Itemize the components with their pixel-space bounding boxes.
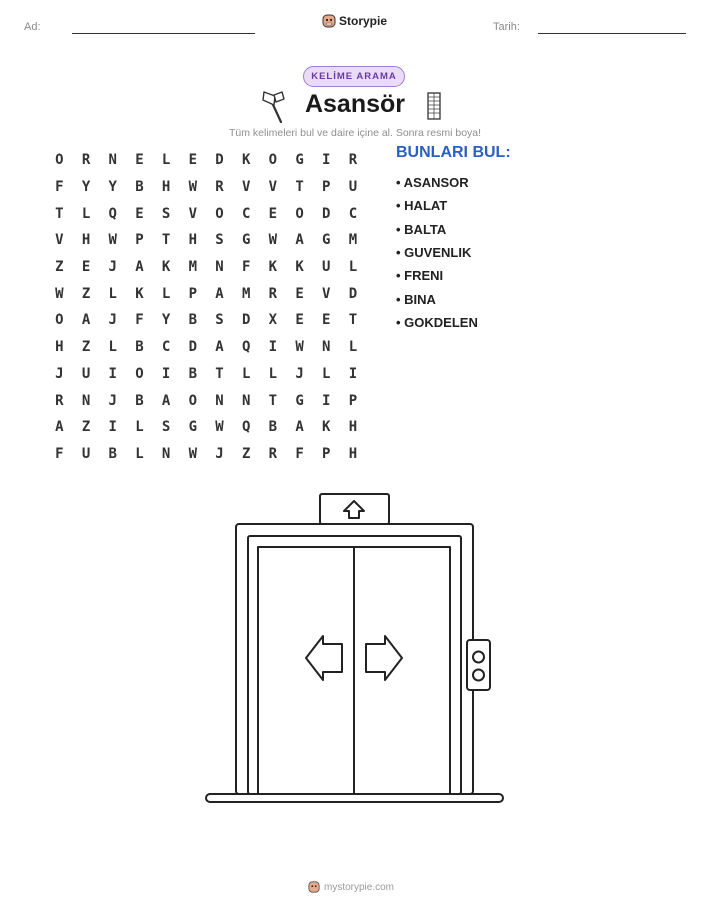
grid-cell: H	[348, 419, 358, 436]
grid-cell: M	[241, 285, 251, 302]
grid-cell: U	[81, 365, 91, 382]
grid-cell: H	[81, 232, 91, 249]
grid-cell: R	[268, 445, 278, 462]
grid-cell: F	[241, 259, 251, 276]
word-list	[396, 171, 478, 334]
grid-cell: G	[295, 392, 304, 409]
grid-cell: O	[215, 205, 224, 222]
grid-cell: P	[322, 179, 331, 196]
grid-row	[46, 254, 366, 281]
storypie-logo	[322, 13, 387, 29]
grid-cell: P	[322, 445, 331, 462]
grid-cell: Y	[108, 179, 117, 196]
grid-row	[46, 280, 366, 307]
grid-cell: U	[348, 179, 358, 196]
grid-cell: F	[295, 445, 304, 462]
grid-row	[46, 414, 366, 441]
grid-cell: U	[322, 259, 331, 276]
grid-cell: A	[215, 339, 224, 356]
grid-cell: R	[215, 179, 224, 196]
grid-cell: T	[348, 312, 358, 329]
grid-cell: D	[188, 339, 197, 356]
grid-cell: N	[108, 152, 117, 169]
grid-cell: Z	[241, 445, 251, 462]
grid-cell: U	[81, 445, 91, 462]
grid-cell: Z	[81, 285, 91, 302]
grid-cell: S	[215, 232, 224, 249]
grid-cell: L	[135, 445, 144, 462]
page-title: Asansör	[304, 90, 406, 118]
grid-cell: L	[348, 259, 358, 276]
left-arrow-icon	[306, 636, 342, 680]
grid-cell: N	[215, 392, 224, 409]
grid-cell: Z	[81, 339, 91, 356]
grid-cell: N	[322, 339, 331, 356]
grid-cell: L	[135, 419, 144, 436]
grid-cell: R	[81, 152, 91, 169]
grid-cell: J	[108, 259, 117, 276]
grid-cell: B	[268, 419, 278, 436]
word-list-title: BUNLARI BUL:	[396, 144, 511, 161]
grid-cell: B	[135, 339, 144, 356]
grid-cell: A	[215, 285, 224, 302]
grid-cell: V	[322, 285, 331, 302]
grid-cell: K	[161, 259, 171, 276]
storypie-mascot-icon	[322, 13, 336, 29]
grid-cell: H	[161, 179, 171, 196]
grid-cell: I	[322, 152, 331, 169]
grid-cell: T	[295, 179, 304, 196]
grid-row	[46, 387, 366, 414]
grid-cell: I	[108, 365, 117, 382]
grid-cell: N	[241, 392, 251, 409]
grid-cell: A	[81, 312, 91, 329]
grid-cell: C	[241, 205, 251, 222]
grid-cell: T	[55, 205, 64, 222]
grid-cell: J	[108, 392, 117, 409]
grid-cell: Q	[241, 339, 251, 356]
grid-cell: S	[161, 419, 171, 436]
grid-cell: I	[108, 419, 117, 436]
grid-cell: K	[268, 259, 278, 276]
grid-cell: L	[81, 205, 91, 222]
grid-cell: L	[161, 152, 171, 169]
grid-cell: T	[268, 392, 278, 409]
name-label: Ad:	[24, 21, 41, 33]
grid-cell: I	[161, 365, 171, 382]
grid-cell: L	[322, 365, 331, 382]
grid-cell: G	[188, 419, 197, 436]
date-label: Tarih:	[493, 21, 520, 33]
grid-cell: V	[241, 179, 251, 196]
grid-cell: L	[108, 285, 117, 302]
grid-cell: S	[215, 312, 224, 329]
grid-cell: D	[241, 312, 251, 329]
word-item: • GOKDELEN	[396, 314, 478, 330]
grid-cell: R	[55, 392, 64, 409]
word-item: • GUVENLIK	[396, 245, 472, 261]
grid-cell: C	[348, 205, 358, 222]
word-item: • BINA	[396, 291, 436, 307]
grid-cell: K	[241, 152, 251, 169]
elevator-illustration	[204, 492, 506, 806]
grid-cell: L	[108, 339, 117, 356]
grid-cell: H	[348, 445, 358, 462]
grid-cell: V	[188, 205, 197, 222]
category-badge: KELİME ARAMA	[303, 66, 405, 87]
grid-cell: W	[215, 419, 224, 436]
grid-cell: A	[295, 232, 304, 249]
grid-row	[46, 200, 366, 227]
grid-cell: D	[348, 285, 358, 302]
grid-cell: F	[135, 312, 144, 329]
word-item: • FRENI	[396, 268, 444, 284]
grid-row	[46, 334, 366, 361]
grid-cell: L	[241, 365, 251, 382]
grid-cell: H	[55, 339, 64, 356]
grid-row	[46, 441, 366, 468]
grid-cell: W	[108, 232, 117, 249]
grid-cell: V	[55, 232, 64, 249]
grid-cell: O	[55, 152, 64, 169]
grid-cell: E	[295, 285, 304, 302]
grid-cell: B	[135, 179, 144, 196]
grid-cell: Q	[108, 205, 117, 222]
word-item: • BALTA	[396, 221, 447, 237]
grid-cell: P	[188, 285, 197, 302]
grid-cell: I	[268, 339, 278, 356]
grid-cell: W	[55, 285, 64, 302]
grid-cell: R	[348, 152, 358, 169]
grid-cell: G	[322, 232, 331, 249]
grid-cell: J	[108, 312, 117, 329]
footer	[308, 880, 394, 894]
grid-cell: T	[215, 365, 224, 382]
grid-cell: B	[188, 365, 197, 382]
grid-cell: E	[295, 312, 304, 329]
instructions: Tüm kelimeleri bul ve daire içine al. Sonra resmi boya!	[228, 127, 482, 139]
grid-cell: H	[188, 232, 197, 249]
grid-cell: P	[348, 392, 358, 409]
grid-cell: G	[295, 152, 304, 169]
grid-cell: A	[135, 259, 144, 276]
logo-text: Storypie	[339, 14, 388, 28]
grid-cell: B	[188, 312, 197, 329]
grid-cell: J	[295, 365, 304, 382]
grid-cell: N	[81, 392, 91, 409]
name-line	[72, 33, 255, 34]
grid-cell: Z	[55, 259, 64, 276]
grid-cell: E	[81, 259, 91, 276]
storypie-mascot-icon	[308, 880, 320, 894]
grid-cell: A	[55, 419, 64, 436]
grid-cell: V	[268, 179, 278, 196]
grid-cell: C	[161, 339, 171, 356]
grid-cell: R	[268, 285, 278, 302]
grid-cell: E	[135, 152, 144, 169]
grid-cell: F	[55, 445, 64, 462]
grid-cell: Y	[81, 179, 91, 196]
grid-cell: Q	[241, 419, 251, 436]
grid-cell: L	[348, 339, 358, 356]
grid-cell: W	[188, 445, 197, 462]
grid-cell: O	[135, 365, 144, 382]
grid-cell: J	[215, 445, 224, 462]
grid-cell: O	[295, 205, 304, 222]
grid-cell: L	[268, 365, 278, 382]
grid-cell: E	[135, 205, 144, 222]
grid-cell: D	[215, 152, 224, 169]
grid-cell: A	[295, 419, 304, 436]
grid-cell: E	[322, 312, 331, 329]
word-item: • ASANSOR	[396, 175, 469, 191]
grid-row	[46, 227, 366, 254]
grid-cell: N	[215, 259, 224, 276]
grid-cell: N	[161, 445, 171, 462]
grid-cell: T	[161, 232, 171, 249]
grid-cell: O	[55, 312, 64, 329]
grid-cell: K	[322, 419, 331, 436]
grid-row	[46, 174, 366, 201]
grid-cell: M	[348, 232, 358, 249]
grid-row	[46, 307, 366, 334]
grid-cell: I	[322, 392, 331, 409]
grid-cell: E	[268, 205, 278, 222]
grid-cell: I	[348, 365, 358, 382]
grid-cell: Z	[81, 419, 91, 436]
grid-cell: L	[161, 285, 171, 302]
grid-cell: W	[188, 179, 197, 196]
grid-cell: D	[322, 205, 331, 222]
skyscraper-icon	[426, 92, 442, 120]
grid-cell: W	[268, 232, 278, 249]
right-arrow-icon	[366, 636, 402, 680]
grid-cell: O	[268, 152, 278, 169]
grid-cell: W	[295, 339, 304, 356]
grid-cell: B	[135, 392, 144, 409]
grid-cell: E	[188, 152, 197, 169]
axe-icon	[260, 90, 290, 124]
grid-row	[46, 147, 366, 174]
footer-url: mystorypie.com	[324, 881, 395, 893]
word-search-grid	[46, 147, 366, 467]
grid-cell: K	[135, 285, 144, 302]
grid-cell: Y	[161, 312, 171, 329]
grid-cell: F	[55, 179, 64, 196]
grid-cell: M	[188, 259, 197, 276]
grid-cell: P	[135, 232, 144, 249]
grid-cell: K	[295, 259, 304, 276]
grid-cell: O	[188, 392, 197, 409]
grid-cell: G	[241, 232, 251, 249]
grid-cell: X	[268, 312, 278, 329]
word-item: • HALAT	[396, 198, 448, 214]
grid-cell: J	[55, 365, 64, 382]
grid-cell: B	[108, 445, 117, 462]
date-line	[538, 33, 686, 34]
grid-cell: S	[161, 205, 171, 222]
grid-row	[46, 361, 366, 388]
grid-cell: A	[161, 392, 171, 409]
